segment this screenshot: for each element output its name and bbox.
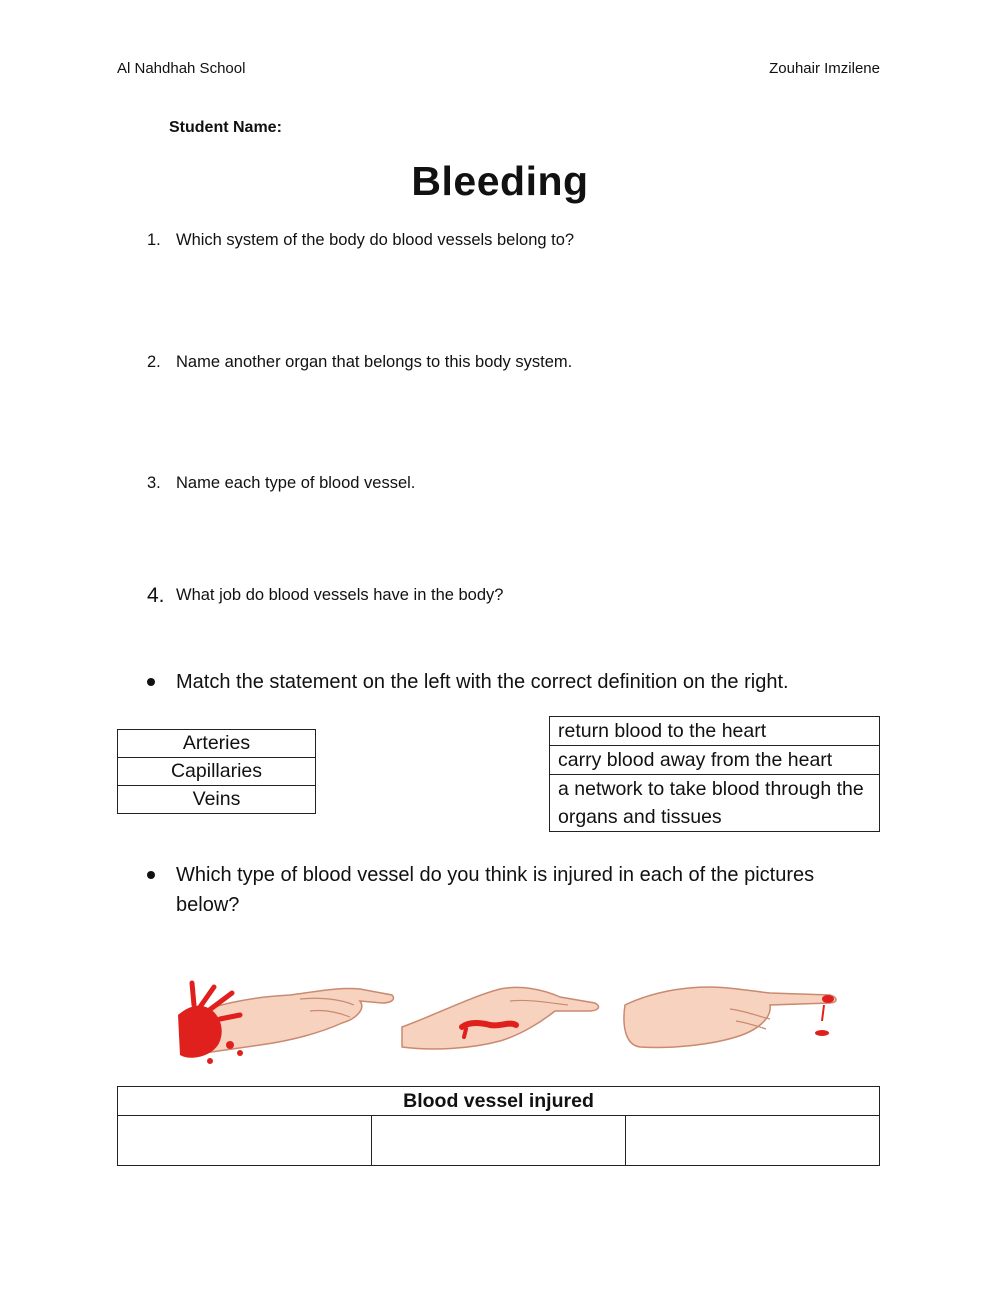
question-text: Name another organ that belongs to this body system. [176, 353, 573, 371]
school-name: Al Nahdhah School [117, 60, 246, 77]
question-text: Which system of the body do blood vessels belong to? [176, 231, 575, 249]
injury-question-text: Which type of blood vessel do you think is injured in each of the pictures below? [176, 864, 815, 916]
answer-cell[interactable] [372, 1116, 626, 1166]
vessel-cell[interactable]: Arteries [118, 730, 316, 758]
question-3 [147, 474, 415, 493]
question-number: 4. [147, 584, 165, 607]
answer-table-header: Blood vessel injured [118, 1087, 880, 1116]
question-text: What job do blood vessels have in the body? [176, 586, 504, 604]
match-instruction [147, 667, 867, 697]
vessel-cell[interactable]: Veins [118, 786, 316, 814]
bleeding-hands-illustration [170, 975, 850, 1065]
question-2 [147, 353, 572, 372]
match-instruction-text: Match the statement on the left with the correct definition on the right. [176, 671, 789, 693]
bullet-icon [147, 860, 176, 920]
page-title: Bleeding [411, 158, 589, 204]
student-name-label: Student Name: [169, 119, 282, 136]
answer-cell[interactable] [118, 1116, 372, 1166]
question-text: Name each type of blood vessel. [176, 474, 416, 492]
bullet-icon [147, 667, 176, 697]
answer-table [117, 1086, 880, 1166]
definition-table [549, 716, 880, 832]
question-number: 2. [147, 353, 161, 371]
question-1 [147, 231, 574, 250]
definition-cell[interactable]: a network to take blood through the organs and tissues [550, 775, 880, 832]
definition-cell[interactable]: carry blood away from the heart [550, 746, 880, 775]
question-number: 3. [147, 474, 161, 492]
answer-cell[interactable] [626, 1116, 880, 1166]
injury-question [147, 860, 867, 920]
hand-arterial-bleeding [178, 983, 394, 1064]
vessel-cell[interactable]: Capillaries [118, 758, 316, 786]
author-name: Zouhair Imzilene [769, 60, 880, 77]
question-number: 1. [147, 231, 161, 249]
definition-cell[interactable]: return blood to the heart [550, 717, 880, 746]
vessel-list-table [117, 729, 316, 814]
hand-capillary-bleeding [624, 987, 836, 1048]
hand-venous-bleeding [402, 987, 599, 1049]
question-4 [147, 586, 503, 606]
